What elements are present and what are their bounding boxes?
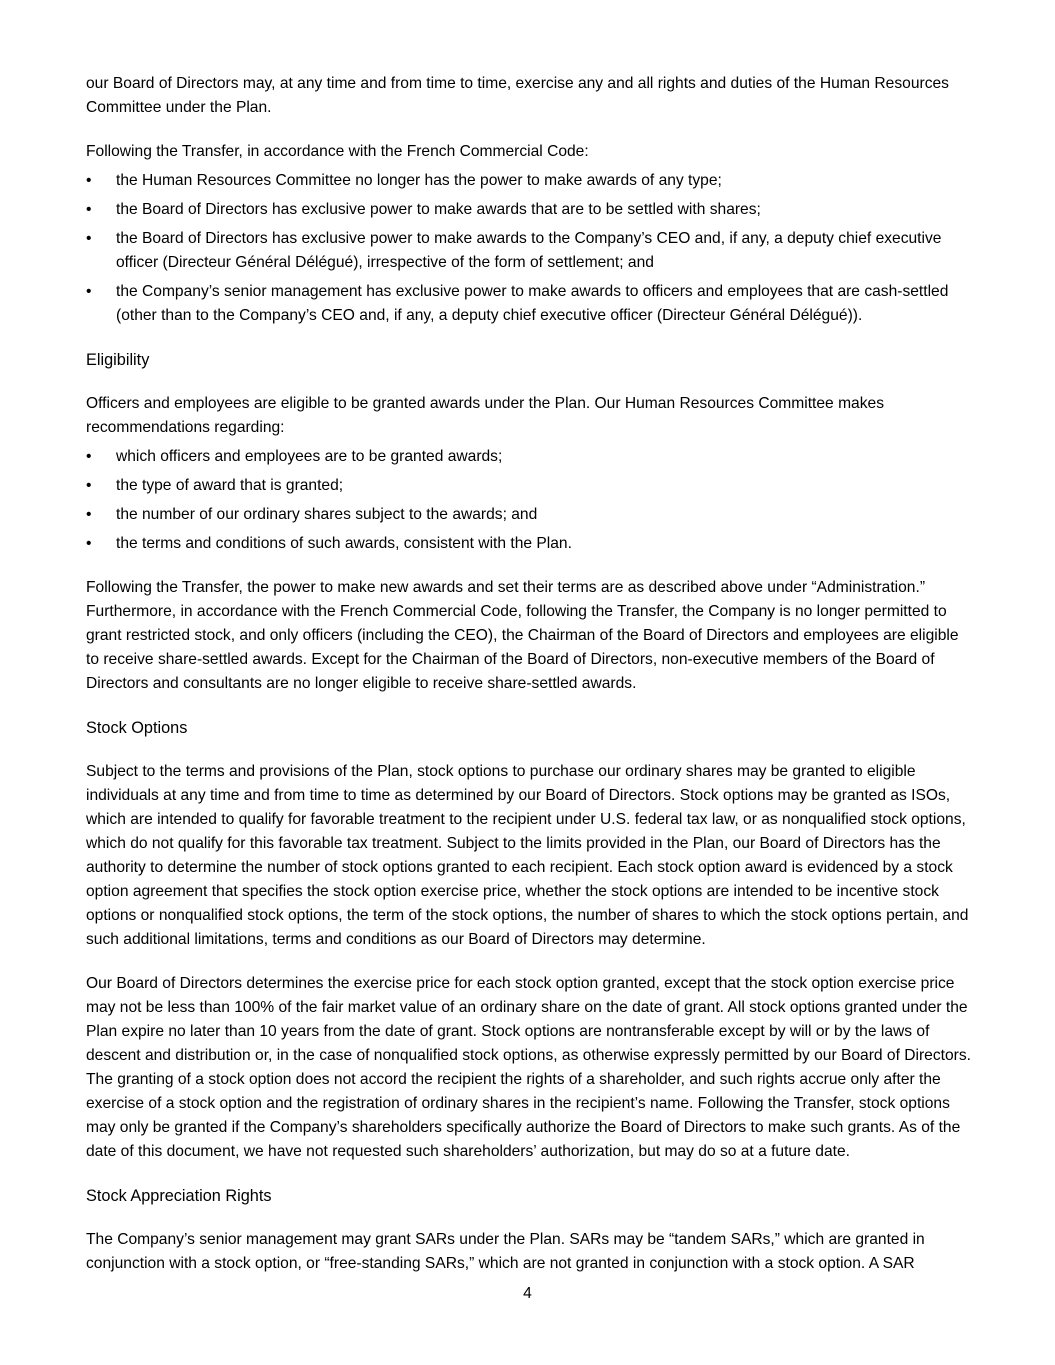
list-item bbox=[86, 227, 972, 275]
page-number: 4 bbox=[523, 1285, 532, 1302]
list-item bbox=[86, 474, 972, 498]
list-item bbox=[86, 445, 972, 469]
transfer-lead-paragraph: Following the Transfer, in accordance with the French Commercial Code: bbox=[86, 143, 589, 160]
eligibility-transfer-paragraph: Following the Transfer, the power to make new awards and set their terms are as described above under “Administration.” Furthermore, in accordance with the French Commercial Code, following the Transfer, the Company is no longer permitted to grant restricted stock, and only officers (including the CEO), the Chairman of the Board of Directors and employees are eligible to receive share-settled awards. Except for the Chairman of the Board of Directors, non-executive members of the Board of Directors and consultants are no longer eligible to receive share-settled awards. bbox=[86, 579, 959, 692]
sars-heading: Stock Appreciation Rights bbox=[86, 1187, 272, 1205]
list-item bbox=[86, 532, 972, 556]
eligibility-bullet-list bbox=[86, 445, 972, 556]
stock-options-heading: Stock Options bbox=[86, 719, 188, 737]
list-item bbox=[86, 280, 972, 328]
eligibility-lead-paragraph: Officers and employees are eligible to be granted awards under the Plan. Our Human Resources Committee makes recommendations regarding: bbox=[86, 395, 884, 436]
bullet-icon: • bbox=[86, 477, 92, 494]
bullet-icon: • bbox=[86, 448, 92, 465]
list-item bbox=[86, 198, 972, 222]
eligibility-heading: Eligibility bbox=[86, 351, 150, 369]
list-item-text: which officers and employees are to be granted awards; bbox=[116, 448, 503, 465]
list-item-text: the Human Resources Committee no longer has the power to make awards of any type; bbox=[116, 172, 722, 189]
transfer-bullet-list bbox=[86, 169, 972, 328]
stock-options-paragraph-1: Subject to the terms and provisions of the Plan, stock options to purchase our ordinary shares may be granted to eligible individuals at any time and from time to time as determined by our Board of Directors. Stock options may be granted as ISOs, which are intended to qualify for favorable treatment to the recipient under U.S. federal tax law, or as nonqualified stock options, which do not qualify for this favorable tax treatment. Subject to the limits provided in the Plan, our Board of Directors has the authority to determine the number of stock options granted to each recipient. Each stock option award is evidenced by a stock option agreement that specifies the stock option exercise price, whether the stock options are intended to be incentive stock options or nonqualified stock options, the term of the stock options, the number of shares to which the stock options pertain, and such additional limitations, terms and conditions as our Board of Directors may determine. bbox=[86, 763, 969, 948]
list-item-text: the Company’s senior management has exclusive power to make awards to officers and employees that are cash-settled (other than to the Company’s CEO and, if any, a deputy chief executive officer (Directeur Général Délégué)). bbox=[116, 283, 949, 324]
bullet-icon: • bbox=[86, 506, 92, 523]
bullet-icon: • bbox=[86, 201, 92, 218]
list-item-text: the terms and conditions of such awards, consistent with the Plan. bbox=[116, 535, 572, 552]
bullet-icon: • bbox=[86, 172, 92, 189]
list-item bbox=[86, 503, 972, 527]
bullet-icon: • bbox=[86, 230, 92, 247]
list-item-text: the number of our ordinary shares subject to the awards; and bbox=[116, 506, 538, 523]
bullet-icon: • bbox=[86, 535, 92, 552]
sars-paragraph: The Company’s senior management may grant SARs under the Plan. SARs may be “tandem SARs,” which are granted in conjunction with a stock option, or “free-standing SARs,” which are not granted in conjunction with a stock option. A SAR bbox=[86, 1231, 925, 1272]
list-item-text: the Board of Directors has exclusive power to make awards to the Company’s CEO and, if any, a deputy chief executive officer (Directeur Général Délégué), irrespective of the form of settlement; and bbox=[116, 230, 942, 271]
document-page bbox=[86, 72, 972, 1296]
list-item-text: the Board of Directors has exclusive power to make awards that are to be settled with shares; bbox=[116, 201, 761, 218]
intro-continuation-paragraph: our Board of Directors may, at any time and from time to time, exercise any and all rights and duties of the Human Resources Committee under the Plan. bbox=[86, 75, 949, 116]
bullet-icon: • bbox=[86, 283, 92, 300]
list-item bbox=[86, 169, 972, 193]
list-item-text: the type of award that is granted; bbox=[116, 477, 344, 494]
stock-options-paragraph-2: Our Board of Directors determines the exercise price for each stock option granted, except that the stock option exercise price may not be less than 100% of the fair market value of an ordinary share on the date of grant. All stock options granted under the Plan expire no later than 10 years from the date of grant. Stock options are nontransferable except by will or by the laws of descent and distribution or, in the case of nonqualified stock options, as otherwise expressly permitted by our Board of Directors. The granting of a stock option does not accord the recipient the rights of a shareholder, and such rights accrue only after the exercise of a stock option and the registration of ordinary shares in the recipient’s name. Following the Transfer, stock options may only be granted if the Company’s shareholders specifically authorize the Board of Directors to make such grants. As of the date of this document, we have not requested such shareholders’ authorization, but may do so at a future date. bbox=[86, 975, 971, 1160]
